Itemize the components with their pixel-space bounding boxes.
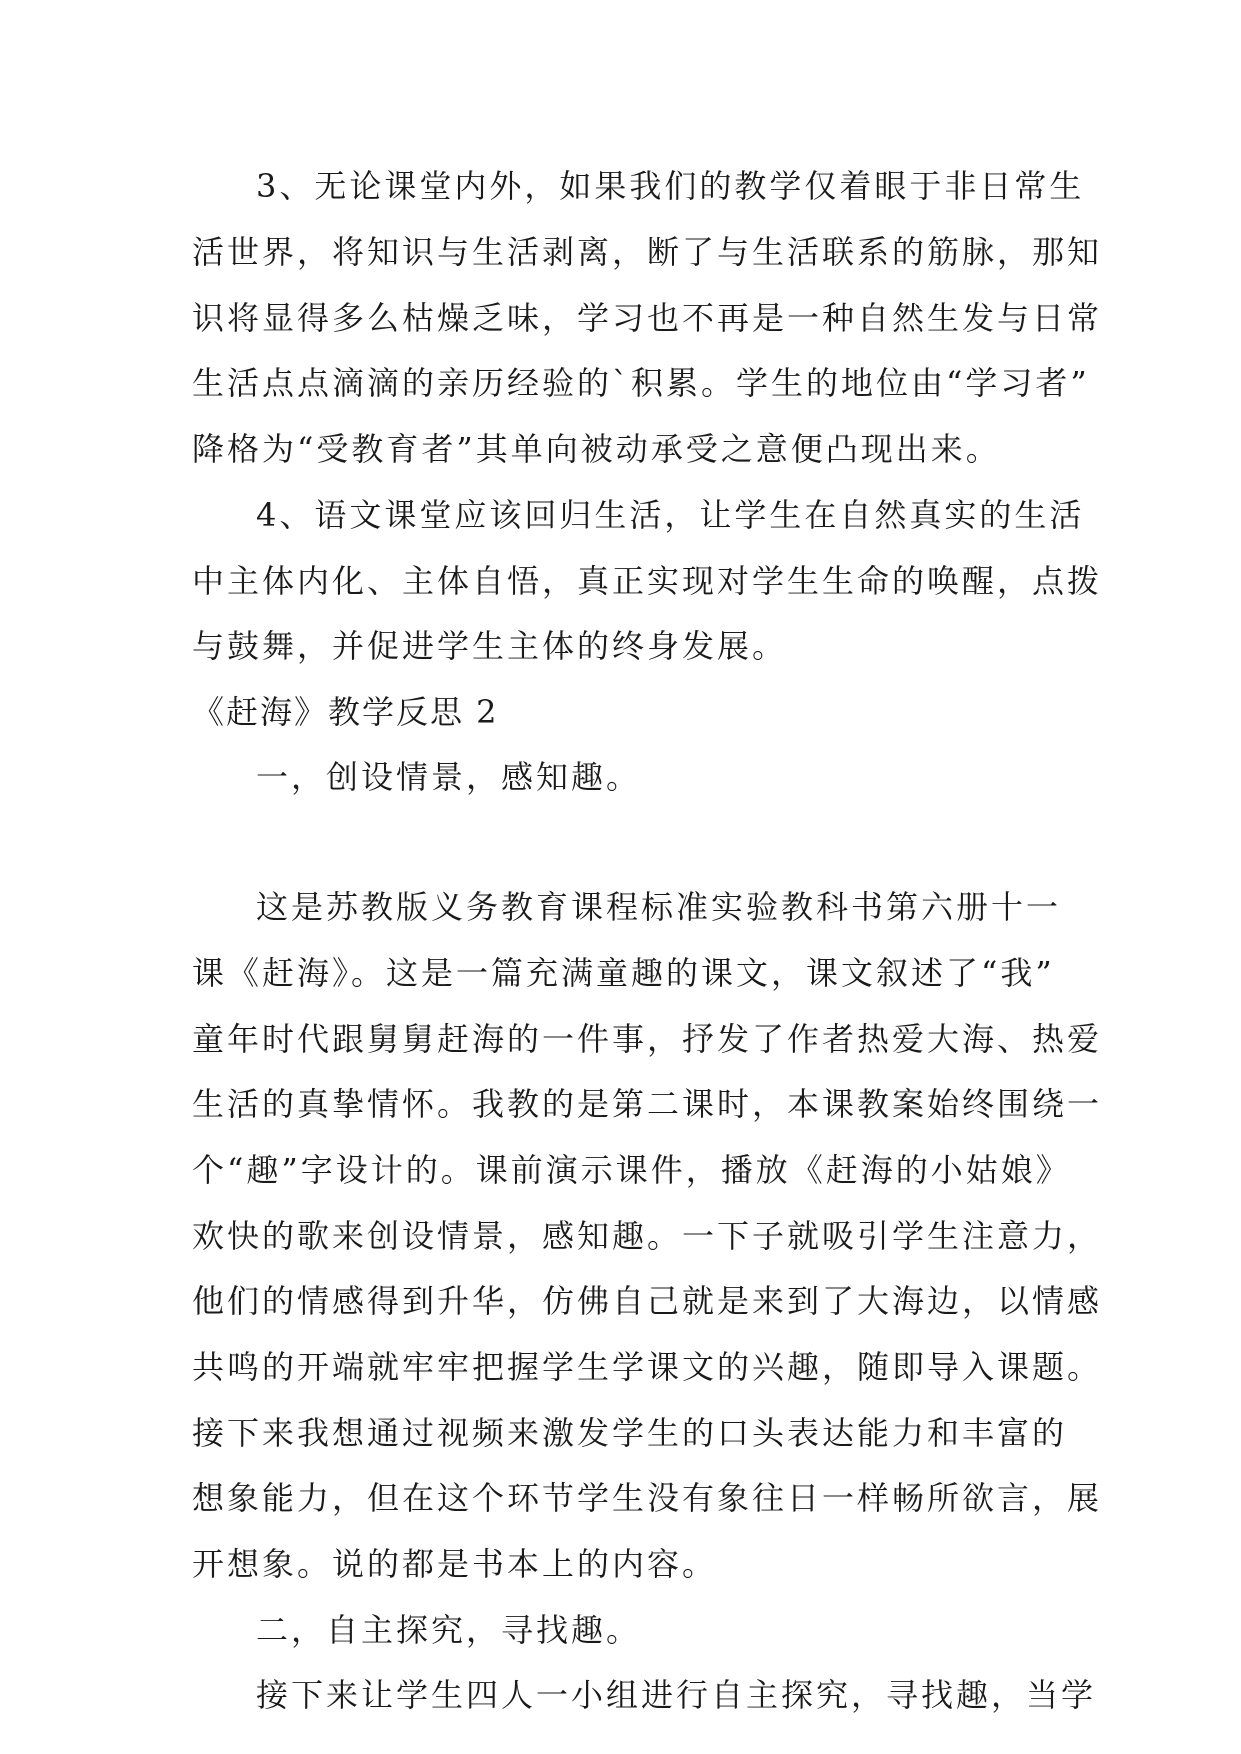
body-line-9: 接下来我想通过视频来激发学生的口头表达能力和丰富的: [192, 1414, 1068, 1452]
section-title: 《赶海》教学反思 2: [192, 693, 499, 731]
body-line-7: 他们的情感得到升华，仿佛自己就是来到了大海边，以情感: [192, 1282, 1103, 1320]
paragraph-3-line-2: 活世界，将知识与生活剥离，断了与生活联系的筋脉，那知: [192, 233, 1103, 271]
body-line-10: 想象能力，但在这个环节学生没有象往日一样畅所欲言，展: [192, 1479, 1103, 1517]
paragraph-3-line-5: 降格为“受教育者”其单向被动承受之意便凸现出来。: [192, 430, 1001, 468]
body-line-8: 共鸣的开端就牢牢把握学生学课文的兴趣，随即导入课题。: [192, 1348, 1103, 1386]
paragraph-3-line-4: 生活点点滴滴的亲历经验的`积累。学生的地位由“学习者”: [192, 364, 1090, 402]
body-line-3: 童年时代跟舅舅赶海的一件事，抒发了作者热爱大海、热爱: [192, 1020, 1103, 1058]
body-line-1: 这是苏教版义务教育课程标准实验教科书第六册十一: [256, 888, 1062, 926]
paragraph-3-line-1: 3、无论课堂内外，如果我们的教学仅着眼于非日常生: [256, 167, 1085, 205]
body-line-11: 开想象。说的都是书本上的内容。: [192, 1545, 718, 1583]
heading-one: 一，创设情景，感知趣。: [256, 758, 642, 796]
heading-two: 二，自主探究，寻找趣。: [256, 1611, 642, 1649]
paragraph-3-line-3: 识将显得多么枯燥乏味，学习也不再是一种自然生发与日常: [192, 299, 1103, 337]
paragraph-4-line-3: 与鼓舞，并促进学生主体的终身发展。: [192, 627, 788, 665]
body-line-6: 欢快的歌来创设情景，感知趣。一下子就吸引学生注意力，: [192, 1217, 1103, 1255]
body-line-2: 课《赶海》。这是一篇充满童趣的课文，课文叙述了“我”: [192, 954, 1055, 992]
paragraph-4-line-1: 4、语文课堂应该回归生活，让学生在自然真实的生活: [256, 496, 1085, 534]
body-line-4: 生活的真挚情怀。我教的是第二课时，本课教案始终围绕一: [192, 1085, 1103, 1123]
body-line-5: 个“趣”字设计的。课前演示课件，播放《赶海的小姑娘》: [192, 1151, 1071, 1189]
last-line: 接下来让学生四人一小组进行自主探究，寻找趣，当学: [256, 1676, 1097, 1714]
paragraph-4-line-2: 中主体内化、主体自悟，真正实现对学生生命的唤醒，点拨: [192, 562, 1103, 600]
